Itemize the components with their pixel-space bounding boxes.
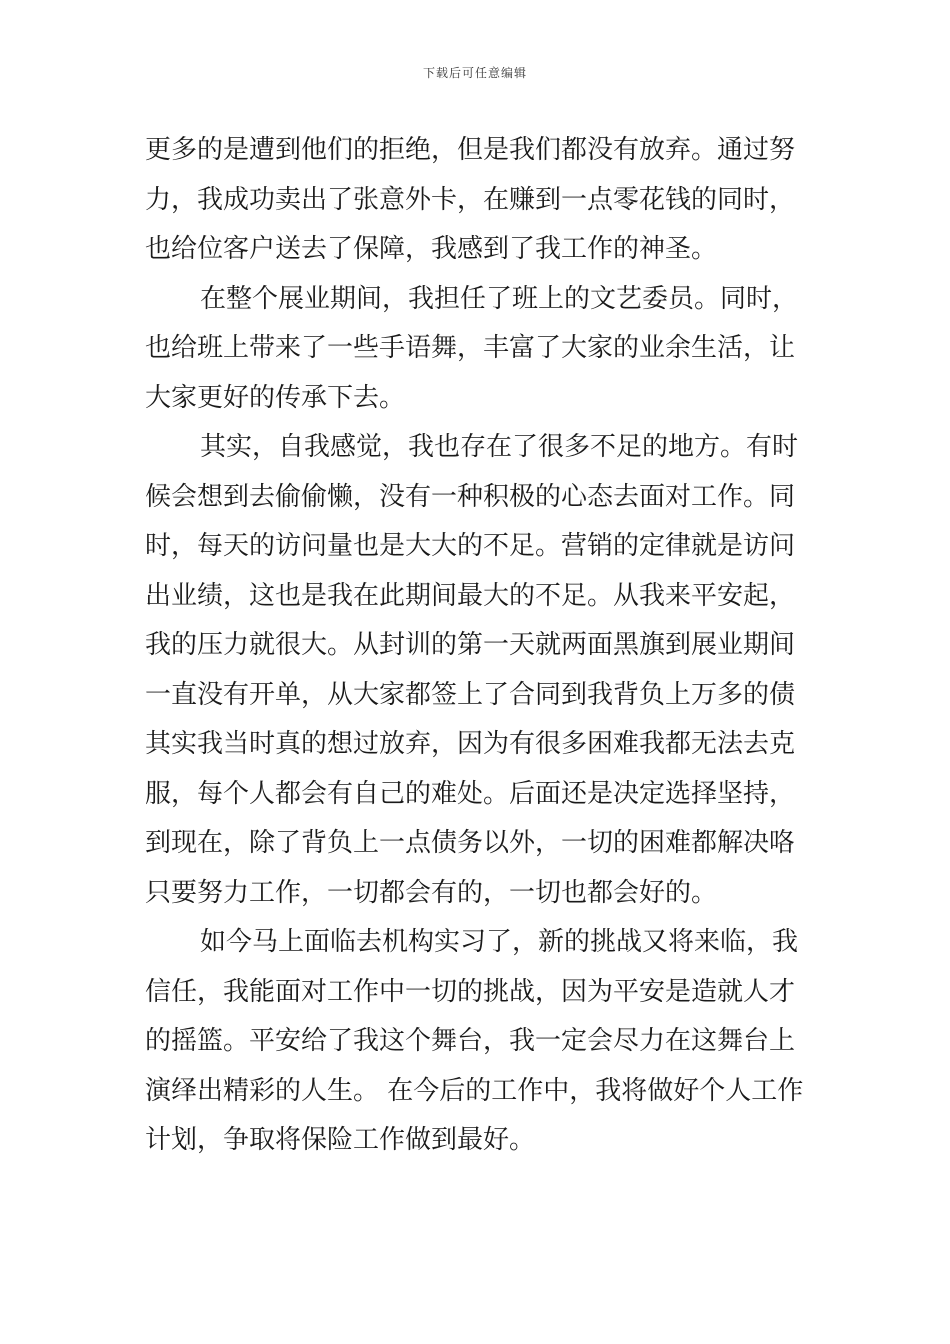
text-line: 出业绩，这也是我在此期间最大的不足。从我来平安起， [145,580,796,611]
text-line: 的摇篮。平安给了我这个舞台，我一定会尽力在这舞台上 [145,1026,796,1056]
text-line: 计划，争取将保险工作做到最好。 [145,1125,536,1155]
text-line: 演绎出精彩的人生。 在今后的工作中，我将做好个人工作 [145,1075,804,1106]
paragraph-first-line: 在整个展业期间，我担任了班上的文艺委员。同时， [200,283,799,314]
text-line: 只要努力工作，一切都会有的，一切也都会好的。 [145,877,718,908]
paragraph-first-line: 其实，自我感觉，我也存在了很多不足的地方。有时 [200,432,799,462]
text-line: 信任，我能面对工作中一切的挑战，因为平安是造就人才 [145,976,796,1007]
text-line: 其实我当时真的想过放弃，因为有很多困难我都无法去克 [145,729,796,759]
document-body [145,126,807,1166]
text-line: 更多的是遭到他们的拒绝，但是我们都没有放弃。通过努 [145,135,796,165]
text-line: 时，每天的访问量也是大大的不足。营销的定律就是访问 [145,531,796,561]
text-line: 我的压力就很大。从封训的第一天就两面黑旗到展业期间 [145,630,796,660]
text-line: 也给位客户送去了保障，我感到了我工作的神圣。 [145,234,718,264]
text-line: 大家更好的传承下去。 [145,382,406,413]
text-line: 一直没有开单，从大家都签上了合同到我背负上万多的债 [145,679,796,710]
page-header: 下载后可任意编辑 [422,66,527,80]
text-line: 到现在，除了背负上一点债务以外，一切的困难都解决咯 [145,828,796,858]
text-line: 候会想到去偷偷懒，没有一种积极的心态去面对工作。同 [145,481,796,512]
text-line: 力，我成功卖出了张意外卡，在赚到一点零花钱的同时， [145,184,796,215]
text-line: 也给班上带来了一些手语舞，丰富了大家的业余生活，让 [145,333,796,363]
paragraph-first-line: 如今马上面临去机构实习了，新的挑战又将来临，我 [200,927,799,957]
text-line: 服，每个人都会有自己的难处。后面还是决定选择坚持， [145,778,796,809]
